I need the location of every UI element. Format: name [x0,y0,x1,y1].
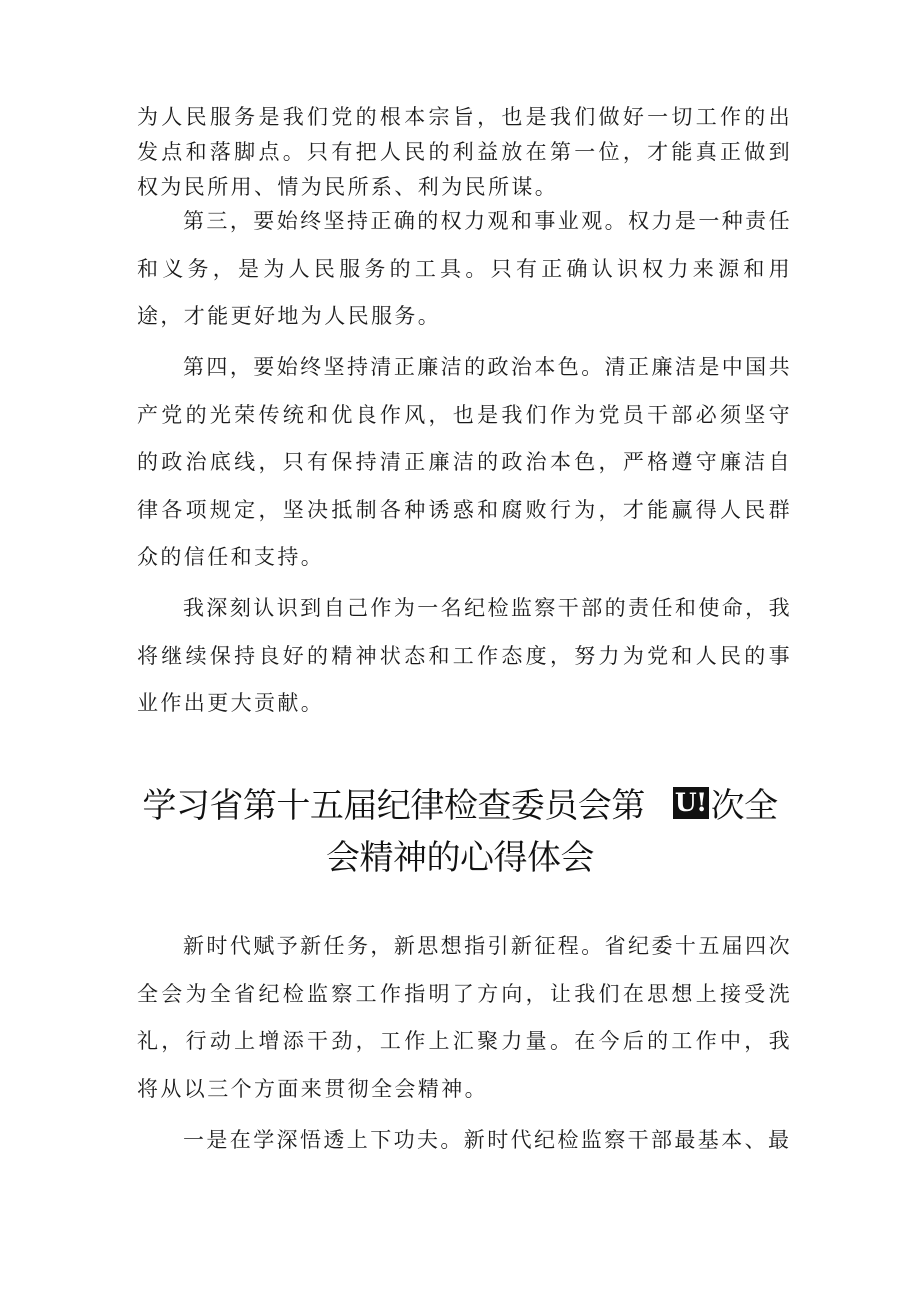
paragraph-conclusion: 我深刻认识到自己作为一名纪检监察干部的责任和使命，我将继续保持良好的精神状态和工作态度，努力为党和人民的事业作出更大贡献。 [137,596,792,715]
section-title-line-2: 会精神的心得体会 [326,838,594,878]
paragraph-fourth-point: 第四，要始终坚持清正廉洁的政治本色。清正廉洁是中国共产党的光荣传统和优良作风，也是我们作为党员干部必须坚守的政治底线，只有保持清正廉洁的政治本色，严格遵守廉洁自律各项规定，坚决抵制各种诱惑和腐败行为，才能赢得人民群众的信任和支持。 [137,355,792,569]
paragraph-new-era: 新时代赋予新任务，新思想指引新征程。省纪委十五届四次全会为全省纪检监察工作指明了方向，让我们在思想上接受洗礼，行动上增添干劲，工作上汇聚力量。在今后的工作中，我将从以三个方面来贯彻全会精神。 [137,934,792,1101]
section-title-part-2: 次全 [710,786,778,826]
paragraph-service-purpose: 为人民服务是我们党的根本宗旨，也是我们做好一切工作的出发点和落脚点。只有把人民的利益放在第一位，才能真正做到权为民所用、情为民所系、利为民所谋。 [137,105,792,199]
section-title-part-1: 学习省第十五届纪律检查委员会第 [142,786,645,826]
section-title-glyph-mark: U! [674,788,707,817]
section-title-line-1 [100,780,820,832]
section-title [100,780,820,884]
paragraph-third-point: 第三，要始终坚持正确的权力观和事业观。权力是一种责任和义务，是为人民服务的工具。只有正确认识权力来源和用途，才能更好地为人民服务。 [137,209,792,328]
paragraph-first-point: 一是在学深悟透上下功夫。新时代纪检监察干部最基本、最 [183,1128,792,1152]
